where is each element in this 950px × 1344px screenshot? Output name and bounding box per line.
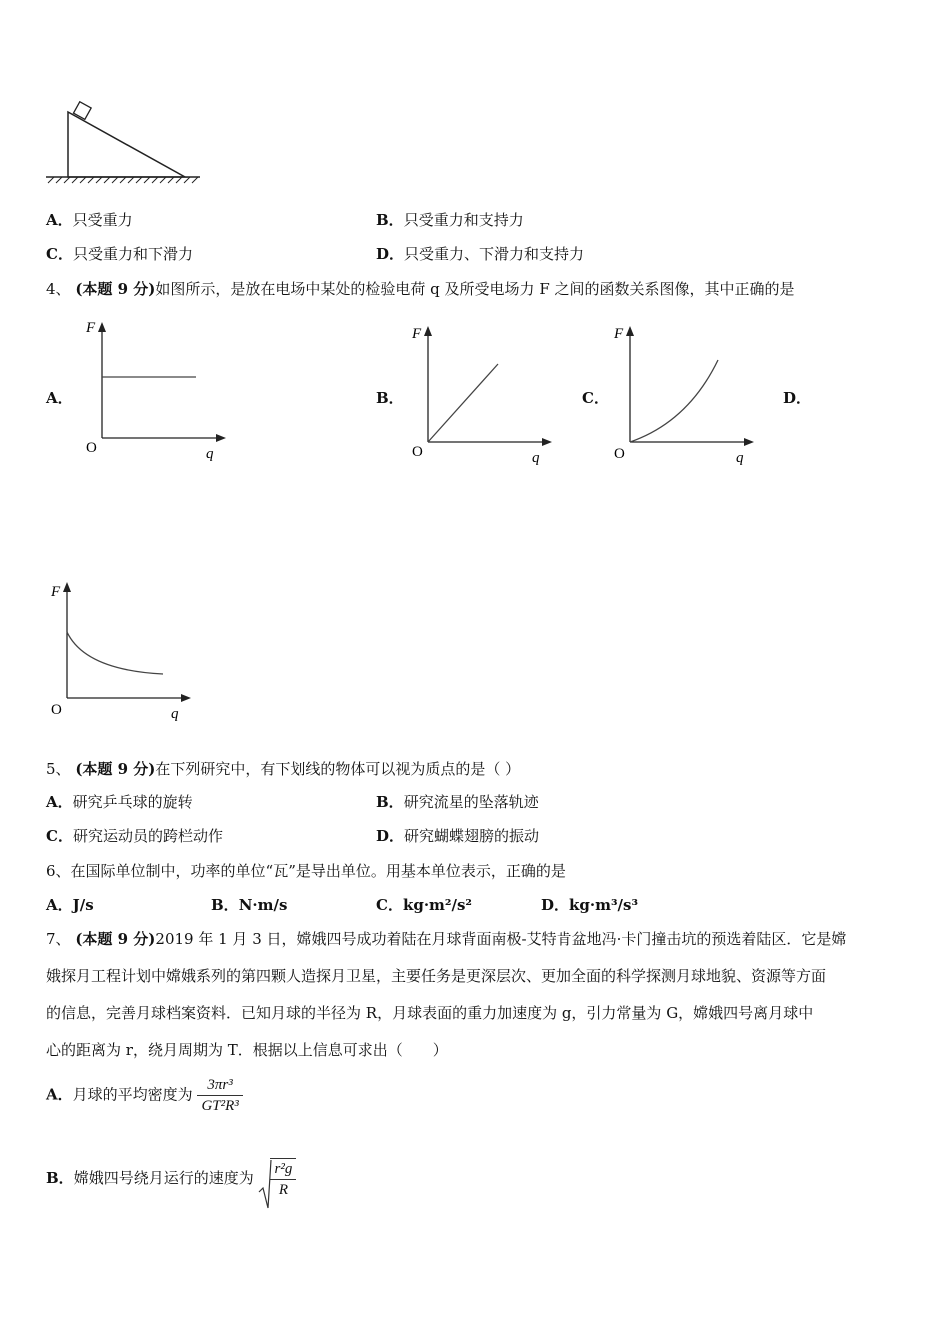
q7-line-1: 7、 (本题 9 分)2019 年 1 月 3 日，嫦娥四号成功着陆在月球背面南极-艾特肯盆地冯·卡门撞击坑的预选着陆区．它是嫦 <box>46 930 847 948</box>
x-label: q <box>736 450 744 466</box>
q4-option-b-label[interactable]: B． <box>376 389 404 407</box>
q7-line-2: 娥探月工程计划中嫦娥系列的第四颗人造探月卫星，主要任务是更深层次、更加全面的科学探测月球地貌、资源等方面 <box>46 967 827 985</box>
velocity-sqrt <box>258 1158 296 1200</box>
density-fraction <box>197 1075 242 1116</box>
incline-figure <box>40 95 210 190</box>
ground-hatching <box>48 177 198 183</box>
origin-label: O <box>412 444 423 460</box>
x-arrow <box>181 694 191 702</box>
sqrt-numerator: r²g <box>274 1161 293 1177</box>
origin-label: O <box>614 446 625 462</box>
graph-d-curve <box>67 632 163 674</box>
fraction-numerator: 3πr³ <box>207 1077 233 1093</box>
y-arrow <box>424 326 432 336</box>
q6-stem: 6、在国际单位制中，功率的单位“瓦”是导出单位。用基本单位表示，正确的是 <box>46 862 566 880</box>
graph-d <box>45 578 195 728</box>
graph-c <box>608 322 758 472</box>
incline-triangle <box>68 112 185 177</box>
q6-option-a[interactable]: A．J/s <box>46 896 94 914</box>
x-arrow <box>744 438 754 446</box>
q4-option-d-label[interactable]: D． <box>783 389 812 407</box>
graph-b-line <box>428 364 498 442</box>
q4-option-c-label[interactable]: C． <box>582 389 609 407</box>
q5-option-d[interactable]: D．研究蝴蝶翅膀的振动 <box>376 827 540 845</box>
y-arrow <box>626 326 634 336</box>
x-arrow <box>216 434 226 442</box>
origin-label: O <box>51 702 62 718</box>
sqrt-sign <box>258 1158 272 1210</box>
q5-stem: 5、 (本题 9 分)在下列研究中，有下划线的物体可以视为质点的是（ ） <box>46 760 521 778</box>
q3-option-b[interactable]: B．只受重力和支持力 <box>376 211 524 229</box>
y-label: F <box>412 326 422 342</box>
q6-option-c[interactable]: C．kg·m²/s² <box>376 896 472 914</box>
q7-line-3: 的信息，完善月球档案资料．已知月球的半径为 R，月球表面的重力加速度为 g，引力常量为 G，嫦娥四号离月球中 <box>46 1004 814 1022</box>
origin-label: O <box>86 440 97 456</box>
q7-option-b[interactable]: B．嫦娥四号绕月运行的速度为 $\frac{\text{r²g}}{R}$ <box>46 1158 296 1200</box>
q6-option-b[interactable]: B．N·m/s <box>211 896 288 914</box>
graph-b <box>406 322 556 472</box>
x-label: q <box>206 446 214 462</box>
x-arrow <box>542 438 552 446</box>
q5-option-a[interactable]: A．研究乒乓球的旋转 <box>46 793 193 811</box>
fraction-denominator: GT²R³ <box>197 1095 242 1116</box>
graph-c-curve <box>630 360 718 442</box>
q4-stem: 4、 (本题 9 分)如图所示，是放在电场中某处的检验电荷 q 及所受电场力 F 之间的函数关系图像，其中正确的是 <box>46 280 795 298</box>
q5-option-c[interactable]: C．研究运动员的跨栏动作 <box>46 827 223 845</box>
y-arrow <box>98 322 106 332</box>
q3-option-c[interactable]: C．只受重力和下滑力 <box>46 245 193 263</box>
y-label: F <box>51 584 61 600</box>
y-label: F <box>614 326 624 342</box>
y-arrow <box>63 582 71 592</box>
graph-a <box>80 318 230 468</box>
q5-option-b[interactable]: B．研究流星的坠落轨迹 <box>376 793 539 811</box>
y-label: F <box>86 320 96 336</box>
q6-option-d[interactable]: D．kg·m³/s³ <box>541 896 639 914</box>
q3-option-d[interactable]: D．只受重力、下滑力和支持力 <box>376 245 585 263</box>
q3-option-a[interactable]: A．只受重力 <box>46 211 133 229</box>
q4-option-a-label[interactable]: A． <box>46 389 73 407</box>
x-label: q <box>532 450 540 466</box>
q7-line-4: 心的距离为 r，绕月周期为 T．根据以上信息可求出（ ） <box>46 1041 448 1059</box>
sqrt-denominator: R <box>270 1179 296 1200</box>
q7-option-a[interactable]: A．月球的平均密度为 $\frac{\text{3πr³}}{\text{GT²R³}}$ <box>46 1075 243 1116</box>
x-label: q <box>171 706 179 722</box>
